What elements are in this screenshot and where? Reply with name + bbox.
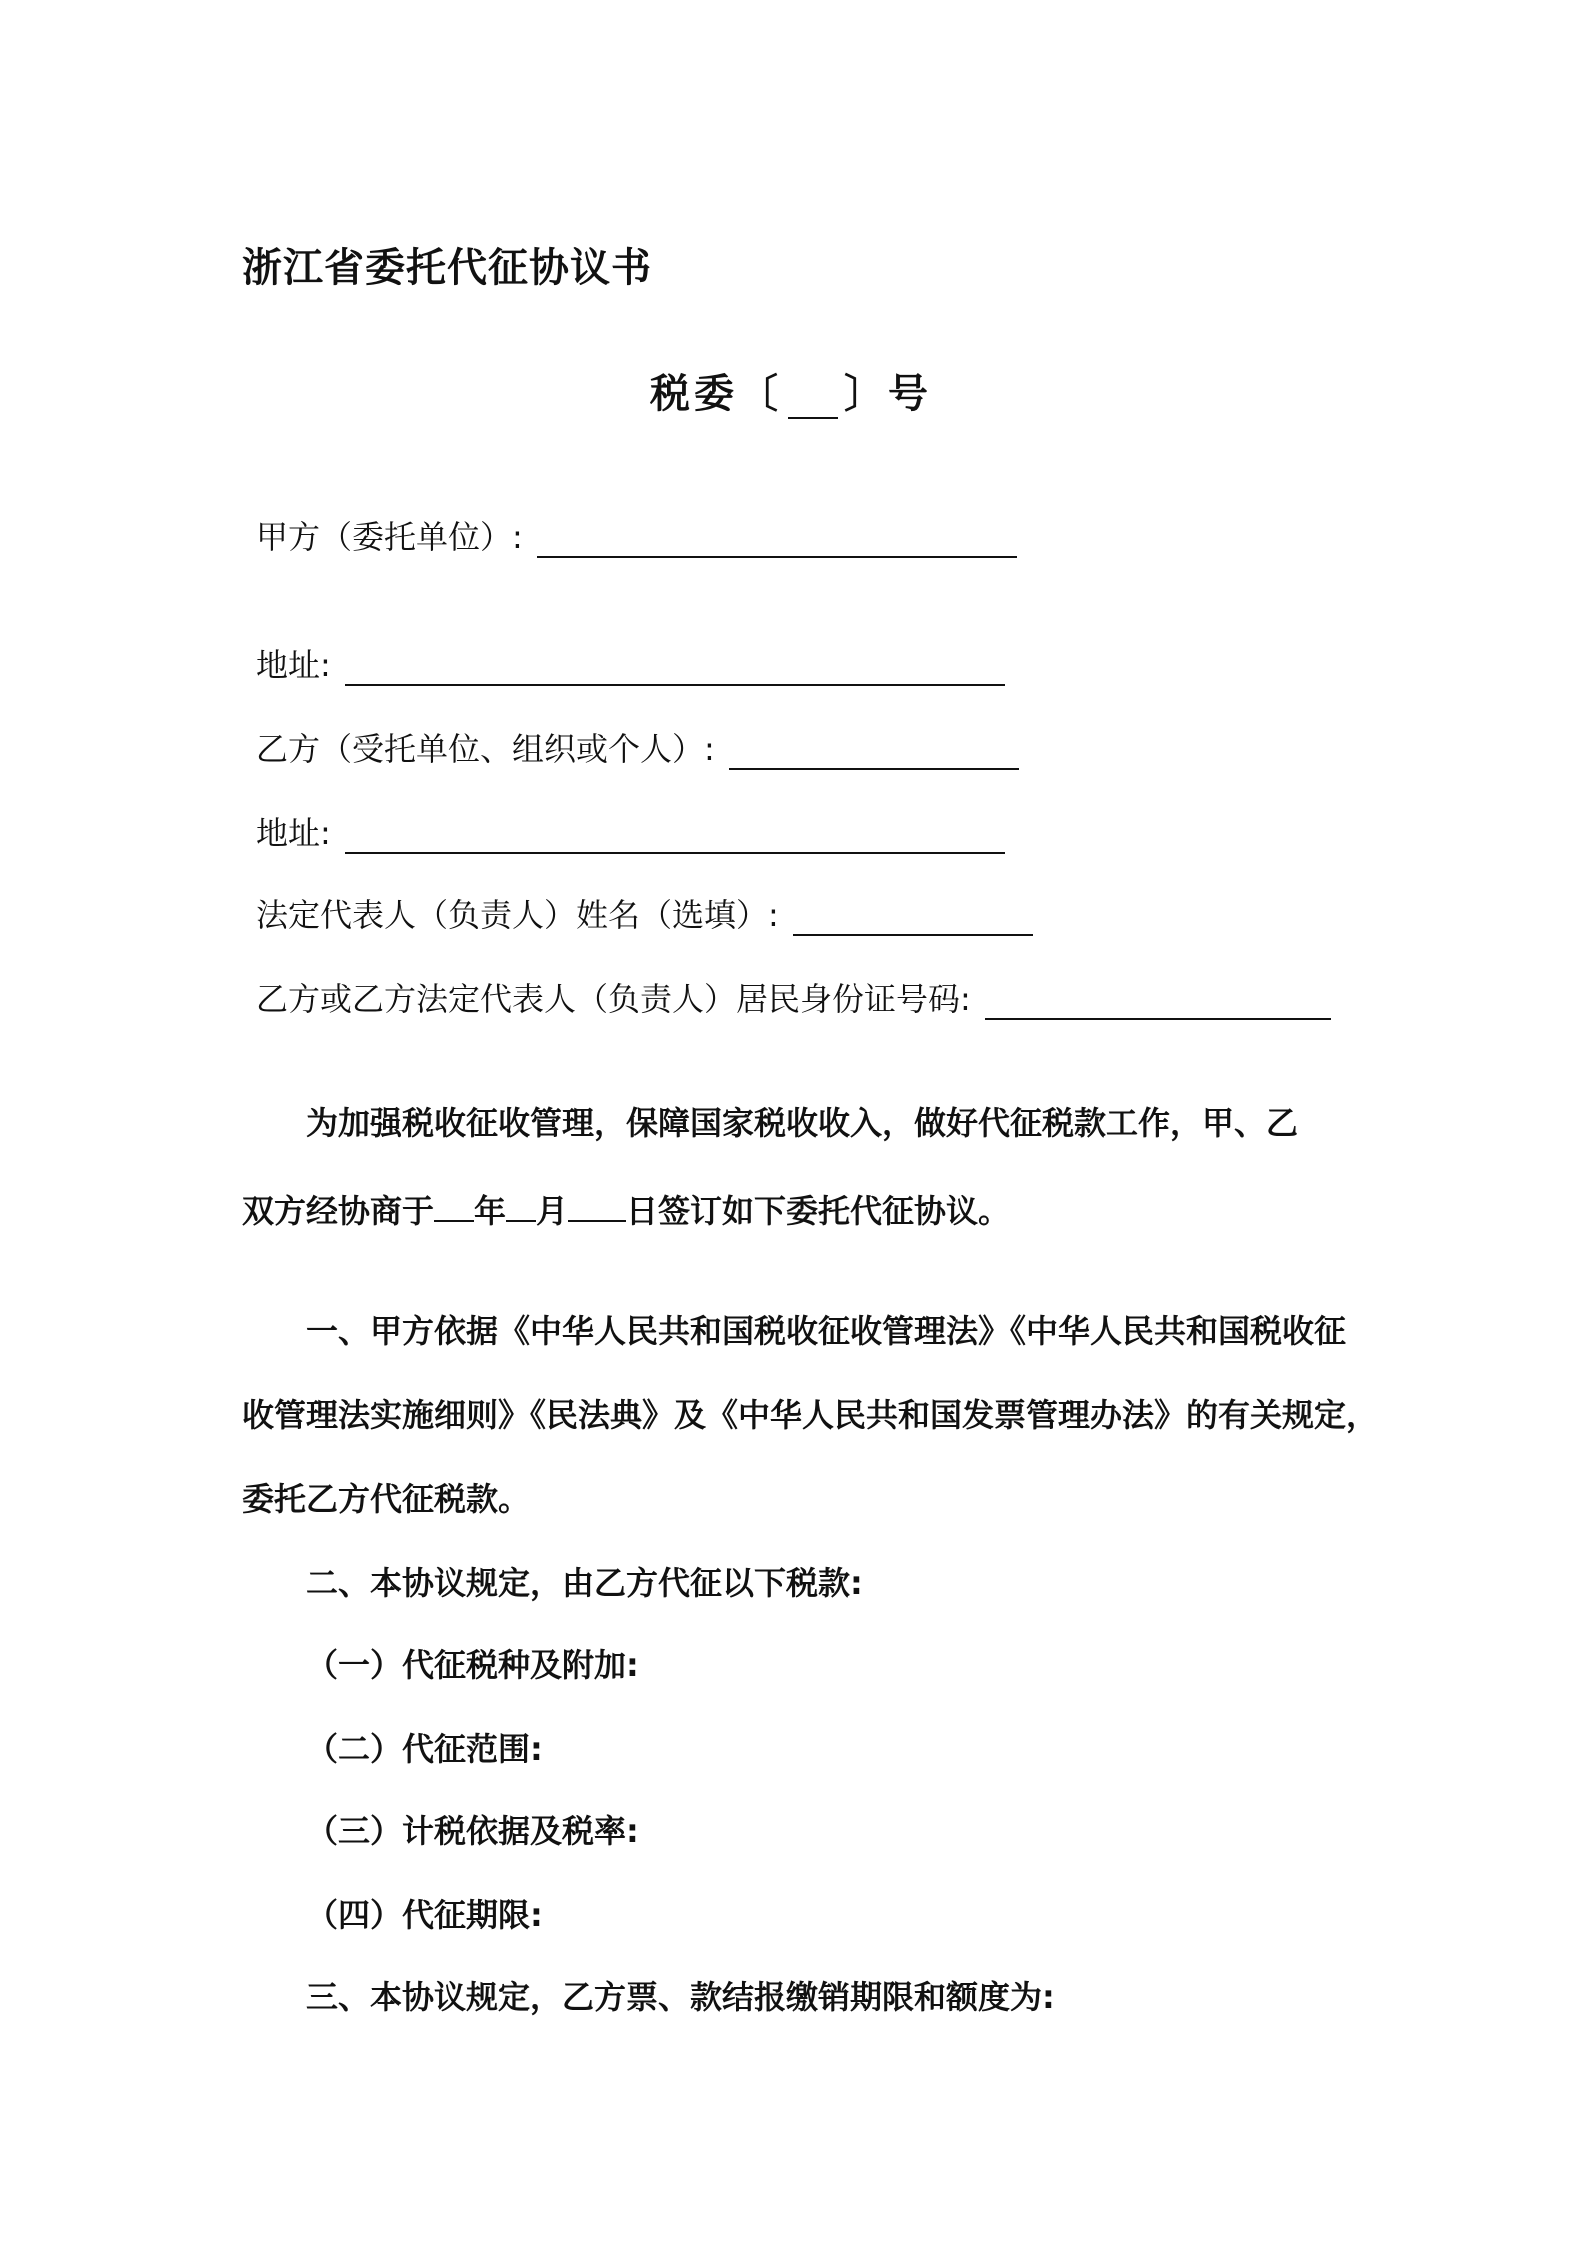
party-a-input-line[interactable] (537, 528, 1017, 558)
clause-1-line-1: 一、甲方依据《中华人民共和国税收征收管理法》《中华人民共和国税收征 (306, 1312, 1347, 1350)
month-label: 月 (536, 1192, 569, 1230)
day-label: 日签订如下委托代征协议。 (626, 1192, 1011, 1230)
legal-rep-name-field (256, 890, 1033, 936)
year-blank[interactable] (434, 1192, 474, 1222)
intro-line-2 (242, 1186, 1010, 1232)
year-label: 年 (474, 1192, 507, 1230)
party-b-input-line[interactable] (729, 740, 1019, 770)
id-number-input-line[interactable] (985, 990, 1331, 1020)
party-a-address-input-line[interactable] (345, 656, 1005, 686)
clause-2-item-1: （一）代征税种及附加: (306, 1646, 639, 1684)
party-a-address-label: 地址: (256, 646, 331, 684)
clause-2-item-2: （二）代征范围: (306, 1730, 543, 1768)
party-a-label: 甲方（委托单位）: (256, 518, 523, 556)
document-number-prefix: 税委〔 (650, 371, 782, 417)
clause-2-item-4: （四）代征期限: (306, 1896, 543, 1934)
id-number-field (256, 974, 1331, 1020)
document-number-blank[interactable] (788, 377, 838, 419)
clause-1-line-3: 委托乙方代征税款。 (242, 1480, 531, 1518)
month-blank[interactable] (506, 1192, 536, 1222)
id-number-label: 乙方或乙方法定代表人（负责人）居民身份证号码: (256, 980, 971, 1018)
party-b-label: 乙方（受托单位、组织或个人）: (256, 730, 715, 768)
party-a-field (256, 512, 1017, 558)
party-b-address-label: 地址: (256, 814, 331, 852)
intro-line-1: 为加强税收征收管理，保障国家税收收入，做好代征税款工作，甲、乙 (306, 1104, 1299, 1142)
party-a-address-field (256, 640, 1005, 686)
clause-2-item-3: （三）计税依据及税率: (306, 1812, 639, 1850)
clause-1-line-2: 收管理法实施细则》《民法典》及《中华人民共和国发票管理办法》的有关规定， (242, 1396, 1379, 1434)
party-b-field (256, 724, 1019, 770)
document-title: 浙江省委托代征协议书 (242, 245, 652, 291)
intro-line-2-text: 双方经协商于 (242, 1192, 435, 1230)
legal-rep-name-input-line[interactable] (793, 906, 1033, 936)
document-number-suffix: 〕号 (844, 371, 932, 417)
clause-2-heading: 二、本协议规定，由乙方代征以下税款: (306, 1564, 863, 1602)
party-b-address-field (256, 808, 1005, 854)
legal-rep-name-label: 法定代表人（负责人）姓名（选填）: (256, 896, 779, 934)
clause-3-heading: 三、本协议规定，乙方票、款结报缴销期限和额度为: (306, 1978, 1055, 2016)
day-blank[interactable] (568, 1192, 626, 1222)
document-number (650, 362, 932, 419)
party-b-address-input-line[interactable] (345, 824, 1005, 854)
